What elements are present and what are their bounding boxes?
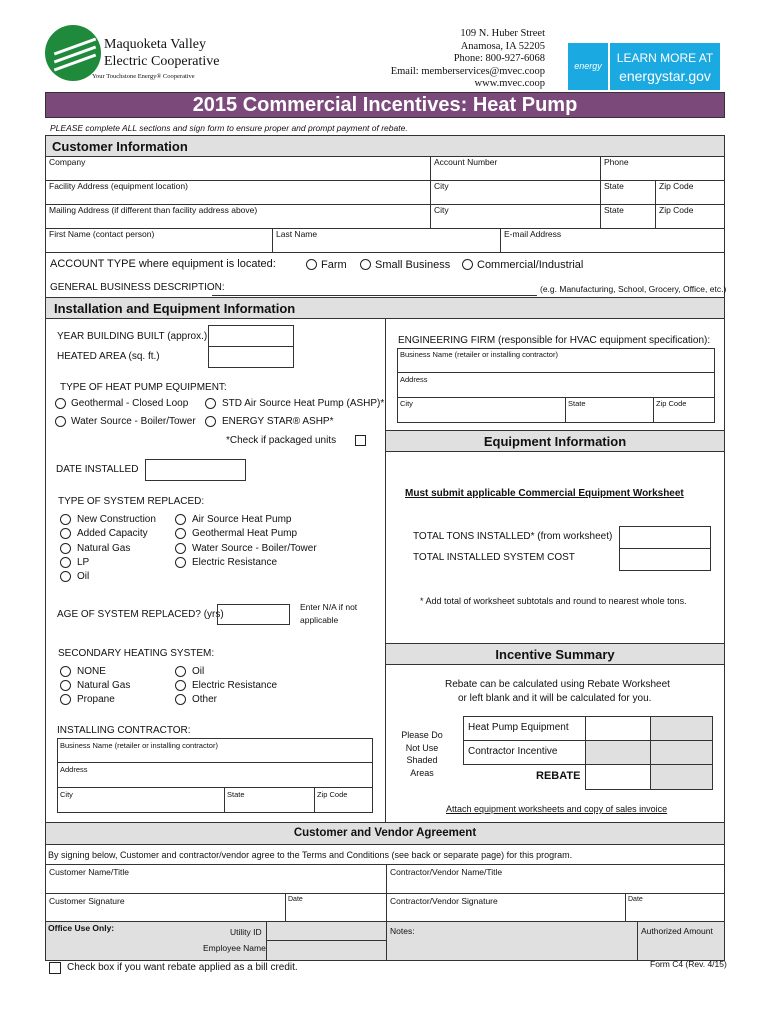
total-tons-input[interactable] xyxy=(619,526,711,549)
natural-gas-radio[interactable] xyxy=(60,543,71,554)
packaged-units-checkbox[interactable] xyxy=(355,435,366,446)
mailing-zip-field[interactable]: Zip Code xyxy=(659,205,694,215)
radio-label: Geothermal Heat Pump xyxy=(192,528,298,539)
radio-label: Water Source - Boiler/Tower xyxy=(71,416,196,427)
website[interactable]: www.mvec.coop xyxy=(474,78,545,89)
business-description-input[interactable] xyxy=(212,295,537,296)
customer-signature-field[interactable]: Customer Signature xyxy=(49,896,125,906)
equipment-type-label: TYPE OF HEAT PUMP EQUIPMENT: xyxy=(60,382,227,393)
instruction: PLEASE complete ALL sections and sign form to ensure proper and prompt payment of rebate. xyxy=(50,123,408,133)
section-customer-information: Customer Information xyxy=(45,135,725,157)
rebate-amount-input[interactable] xyxy=(585,764,651,790)
bill-credit-label: Check box if you want rebate applied as a bill credit. xyxy=(67,962,298,973)
last-name-field[interactable]: Last Name xyxy=(276,229,318,239)
phone-field[interactable]: Phone xyxy=(604,157,629,167)
attach-note: Attach equipment worksheets and copy of sales invoice xyxy=(446,804,668,814)
customer-date-field[interactable]: Date xyxy=(288,896,303,903)
first-name-field[interactable]: First Name (contact person) xyxy=(49,229,155,239)
engineering-zip-field[interactable]: Zip Code xyxy=(656,399,687,408)
age-label: AGE OF SYSTEM REPLACED? (yrs) xyxy=(57,609,224,620)
authorized-amount-label: Authorized Amount xyxy=(641,926,713,936)
secondary-electric-radio[interactable] xyxy=(175,680,186,691)
account-number-field[interactable]: Account Number xyxy=(434,157,498,167)
vendor-name-field[interactable]: Contractor/Vendor Name/Title xyxy=(390,867,503,877)
incentive-note: or left blank and it will be calculated for you. xyxy=(458,693,652,704)
year-built-input[interactable] xyxy=(208,325,294,347)
age-input[interactable] xyxy=(217,604,290,625)
energy-star-logo[interactable] xyxy=(568,43,720,90)
energy-star-icon: energy xyxy=(568,43,608,90)
business-description-hint: (e.g. Manufacturing, School, Grocery, Office, etc.) xyxy=(540,284,727,294)
secondary-other-radio[interactable] xyxy=(175,694,186,705)
incentive-row-label: Contractor Incentive xyxy=(468,746,558,757)
mailing-address-field[interactable]: Mailing Address (if different than facility address above) xyxy=(49,205,258,215)
heated-area-input[interactable] xyxy=(208,346,294,368)
year-built-label: YEAR BUILDING BUILT (approx.) xyxy=(57,331,208,342)
city-state: Anamosa, IA 52205 xyxy=(460,40,545,52)
total-cost-input[interactable] xyxy=(619,548,711,571)
geothermal-replaced-radio[interactable] xyxy=(175,528,186,539)
radio-label: NONE xyxy=(77,666,106,677)
engineering-address-field[interactable]: Address xyxy=(400,375,428,384)
installing-contractor-label: INSTALLING CONTRACTOR: xyxy=(57,725,191,736)
total-tons-label: TOTAL TONS INSTALLED* (from worksheet) xyxy=(413,531,613,542)
radio-label: New Construction xyxy=(77,514,156,525)
energy-star-text: LEARN MORE AT xyxy=(616,51,714,65)
account-type-label: ACCOUNT TYPE where equipment is located: xyxy=(50,258,276,270)
email-field[interactable]: E-mail Address xyxy=(504,229,562,239)
business-description-label: GENERAL BUSINESS DESCRIPTION: xyxy=(50,282,225,293)
contractor-city-field[interactable]: City xyxy=(60,790,73,799)
address-block xyxy=(391,28,545,91)
radio-label: Oil xyxy=(77,571,90,582)
secondary-propane-radio[interactable] xyxy=(60,694,71,705)
street: 109 N. Huber Street xyxy=(460,28,545,39)
title-bar xyxy=(45,92,725,118)
radio-label: Small Business xyxy=(375,259,451,271)
radio-label: Propane xyxy=(77,694,115,705)
engineering-city-field[interactable]: City xyxy=(400,399,413,408)
shaded-note: Please Do Not Use Shaded Areas xyxy=(401,730,443,778)
email[interactable]: Email: memberservices@mvec.coop xyxy=(390,65,545,77)
section-equipment-information: Equipment Information xyxy=(385,430,725,452)
shaded-cell xyxy=(585,740,651,765)
age-hint: applicable xyxy=(300,615,339,625)
std-ashp-radio[interactable] xyxy=(205,398,216,409)
account-type-small-business-radio[interactable] xyxy=(360,259,371,270)
radio-label: Natural Gas xyxy=(77,543,131,554)
water-source-replaced-radio[interactable] xyxy=(175,543,186,554)
vendor-date-field[interactable]: Date xyxy=(628,896,643,903)
radio-label: Air Source Heat Pump xyxy=(192,514,292,525)
employee-name-label: Employee Name xyxy=(203,943,266,953)
contractor-zip-field[interactable]: Zip Code xyxy=(317,790,348,799)
form-id: Form C4 (Rev. 4/15) xyxy=(650,959,727,969)
contractor-business-name-field[interactable]: Business Name (retailer or installing contractor) xyxy=(60,741,218,750)
packaged-units-label: *Check if packaged units xyxy=(226,435,337,446)
phone: Phone: 800-927-6068 xyxy=(453,53,545,64)
utility-id-label: Utility ID xyxy=(230,927,262,937)
date-installed-label: DATE INSTALLED xyxy=(56,464,139,475)
new-construction-radio[interactable] xyxy=(60,514,71,525)
org-name: Maquoketa Valley xyxy=(104,37,206,52)
secondary-oil-radio[interactable] xyxy=(175,666,186,677)
secondary-none-radio[interactable] xyxy=(60,666,71,677)
shaded-cell xyxy=(650,740,713,765)
section-agreement: Customer and Vendor Agreement xyxy=(45,822,725,845)
secondary-natural-gas-radio[interactable] xyxy=(60,680,71,691)
notes-label: Notes: xyxy=(390,926,415,936)
customer-name-field[interactable]: Customer Name/Title xyxy=(49,867,129,877)
incentive-note: Rebate can be calculated using Rebate Worksheet xyxy=(445,679,670,690)
radio-label: Electric Resistance xyxy=(192,557,278,568)
engineering-firm-table xyxy=(397,348,715,423)
facility-address-field[interactable]: Facility Address (equipment location) xyxy=(49,181,188,191)
radio-label: Added Capacity xyxy=(77,528,148,539)
radio-label: Farm xyxy=(321,259,347,271)
system-replaced-label: TYPE OF SYSTEM REPLACED: xyxy=(58,496,205,507)
mailing-city-field[interactable]: City xyxy=(434,205,449,215)
electric-resistance-radio[interactable] xyxy=(175,557,186,568)
account-type-farm-radio[interactable] xyxy=(306,259,317,270)
section-incentive-summary: Incentive Summary xyxy=(385,643,725,665)
account-type-commercial-radio[interactable] xyxy=(462,259,473,270)
geothermal-radio[interactable] xyxy=(55,398,66,409)
shaded-cell xyxy=(650,716,713,741)
incentive-row-label: Heat Pump Equipment xyxy=(468,722,569,733)
facility-city-field[interactable]: City xyxy=(434,181,449,191)
agreement-text: By signing below, Customer and contractor/vendor agree to the Terms and Conditions (see back or separate page) for this program. xyxy=(48,850,573,860)
radio-label: Electric Resistance xyxy=(192,680,278,691)
page-title: 2015 Commercial Incentives: Heat Pump xyxy=(192,94,578,116)
heat-pump-amount-input[interactable] xyxy=(585,716,651,741)
radio-label: Geothermal - Closed Loop xyxy=(71,398,189,409)
radio-label: ENERGY STAR® ASHP* xyxy=(222,416,334,427)
total-cost-label: TOTAL INSTALLED SYSTEM COST xyxy=(413,552,575,563)
secondary-heating-label: SECONDARY HEATING SYSTEM: xyxy=(58,648,215,659)
worksheet-note: Must submit applicable Commercial Equipment Worksheet xyxy=(405,488,684,499)
date-installed-input[interactable] xyxy=(145,459,246,481)
energy-star-url: energystar.gov xyxy=(619,68,711,84)
lp-radio[interactable] xyxy=(60,557,71,568)
heated-area-label: HEATED AREA (sq. ft.) xyxy=(57,351,160,362)
oil-radio[interactable] xyxy=(60,571,71,582)
mailing-state-field[interactable]: State xyxy=(604,205,624,215)
radio-label: Commercial/Industrial xyxy=(477,259,584,271)
radio-label: Oil xyxy=(192,666,205,677)
facility-zip-field[interactable]: Zip Code xyxy=(659,181,694,191)
contractor-address-field[interactable]: Address xyxy=(60,765,88,774)
company-field[interactable]: Company xyxy=(49,157,86,167)
engineering-business-name-field[interactable]: Business Name (retailer or installing contractor) xyxy=(400,350,558,359)
radio-label: LP xyxy=(77,557,90,568)
shaded-cell xyxy=(650,764,713,790)
radio-label: Water Source - Boiler/Tower xyxy=(192,543,317,554)
radio-label: Other xyxy=(192,694,218,705)
facility-state-field[interactable]: State xyxy=(604,181,624,191)
radio-label: STD Air Source Heat Pump (ASHP)* xyxy=(222,398,385,409)
tons-footnote: * Add total of worksheet subtotals and round to nearest whole tons. xyxy=(420,596,687,606)
org-name: Electric Cooperative xyxy=(104,54,220,69)
engineering-firm-label: ENGINEERING FIRM (responsible for HVAC equipment specification): xyxy=(398,335,711,346)
radio-label: Natural Gas xyxy=(77,680,131,691)
age-hint: Enter N/A if not xyxy=(300,602,358,612)
added-capacity-radio[interactable] xyxy=(60,528,71,539)
air-source-radio[interactable] xyxy=(175,514,186,525)
section-installation: Installation and Equipment Information xyxy=(45,297,725,319)
contractor-state-field[interactable]: State xyxy=(227,790,245,799)
rebate-label: REBATE xyxy=(536,770,581,782)
bill-credit-checkbox[interactable] xyxy=(49,962,61,974)
energy-star-ashp-radio[interactable] xyxy=(205,416,216,427)
office-use-label: Office Use Only: xyxy=(48,923,115,933)
water-source-radio[interactable] xyxy=(55,416,66,427)
tagline: Your Touchstone Energy® Cooperative xyxy=(92,73,195,80)
engineering-state-field[interactable]: State xyxy=(568,399,586,408)
vendor-signature-field[interactable]: Contractor/Vendor Signature xyxy=(390,896,498,906)
